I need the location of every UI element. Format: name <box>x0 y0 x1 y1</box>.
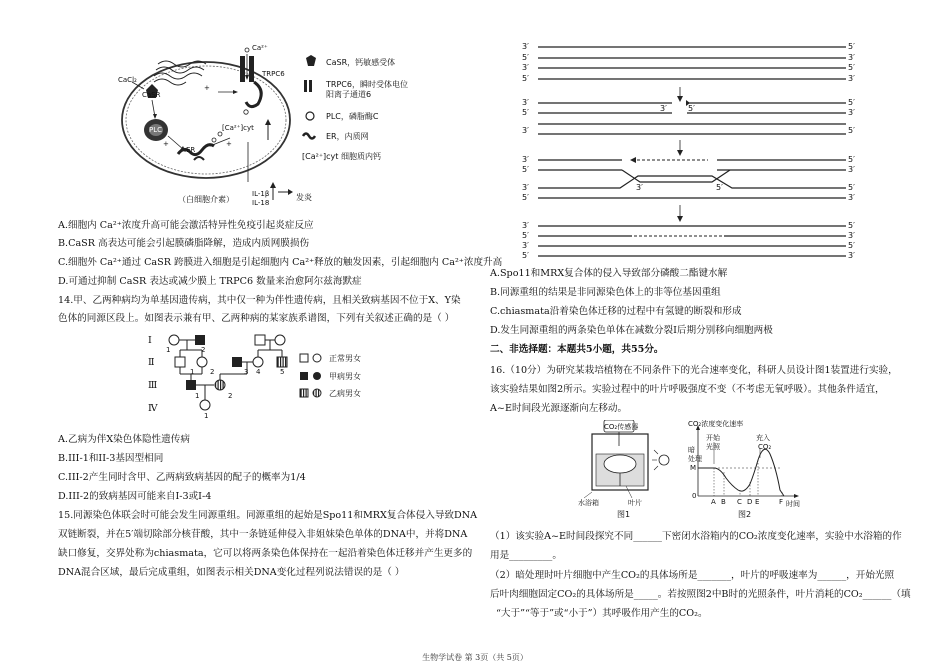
pedigree-ii-2 <box>197 357 207 367</box>
q14-option-d: D.III-2的致病基因可能来自I-3或I-4 <box>58 491 212 502</box>
section-heading-non-choice: 二、非选择题：本题共5小题，共55分。 <box>490 344 664 355</box>
dna-label-l-14: 3′ <box>522 241 529 250</box>
dna-label-l-11: 5′ <box>522 193 529 202</box>
pedigree-i-3 <box>255 335 265 345</box>
pedigree-i-1 <box>169 335 179 345</box>
dna-label-r-2: 3′ <box>848 53 855 62</box>
q16-sub2-line-3: “大于”“等于”或“小于”）其呼吸作用产生的CO₂。 <box>496 608 708 619</box>
cell-legend-item-4: PLC，磷脂酶C <box>326 112 379 121</box>
page-footer: 生物学试卷 第 3页（共 5页） <box>422 653 528 662</box>
q15-option-b: B.同源重组的结果是非同源染色体上的非等位基因重组 <box>490 287 721 298</box>
label-cacl2: CaCl₂ <box>118 76 137 84</box>
dna-label-l-1: 3′ <box>522 42 529 51</box>
pedigree-gen-iv: Ⅳ <box>148 403 158 414</box>
fig1-caption: 图1 <box>617 510 631 519</box>
dna-mid-label-3: 3′ <box>636 183 643 192</box>
q16-sub1-line-2: 用是_________。 <box>490 550 562 561</box>
fig1-label-leaf: 叶片 <box>628 499 642 507</box>
label-il18: IL-18 <box>252 199 270 207</box>
pedigree-chart <box>140 328 310 428</box>
dna-label-l-5: 3′ <box>522 98 529 107</box>
dna-label-r-4: 3′ <box>848 74 855 83</box>
dna-label-r-9: 3′ <box>848 165 855 174</box>
q14-stem-line-2: 色体的同源区段上。如图表示兼有甲、乙两种病的某家族系谱图，下列有关叙述正确的是（ ） <box>58 313 455 324</box>
dna-label-l-4: 5′ <box>522 74 529 83</box>
dna-label-r-10: 5′ <box>848 183 855 192</box>
dna-label-l-8: 3′ <box>522 155 529 164</box>
cell-legend-item-2: TRPC6，瞬时受体电位 <box>326 80 408 89</box>
er-icon <box>303 134 315 139</box>
fig1-label-sensor: CO₂传感器 <box>604 423 639 431</box>
dna-label-l-15: 5′ <box>522 251 529 260</box>
label-ca-cyt: [Ca²⁺]cyt <box>222 124 254 132</box>
trpc6-icon <box>304 80 307 92</box>
pedigree-num-ii-1: 1 <box>190 368 195 376</box>
dna-label-r-8: 5′ <box>848 155 855 164</box>
q16-stem-line-2: 该实验结果如图2所示。实验过程中的叶片呼吸强度不变（不考虑无氧呼吸）。其他条件适宜， <box>490 384 885 395</box>
fig1-label-tank: 水浴箱 <box>578 499 599 507</box>
pedigree-num-iv-1: 1 <box>204 412 209 420</box>
q16-figure-2-chart <box>684 420 804 510</box>
dna-label-r-15: 3′ <box>848 251 855 260</box>
fig2-ann-co2: CO₂ <box>758 443 772 451</box>
q15-stem-line-3: 缺口修复，交界处称为chiasmata，它可以将两条染色体保持在一起沿着染色体迁移并产生更多的 <box>58 548 473 559</box>
fig2-ylabel: CO₂浓度变化速率 <box>688 420 744 428</box>
plc-icon <box>306 112 314 120</box>
q14-stem-line-1: 14.甲、乙两种病均为单基因遗传病，其中仅一种为伴性遗传病，且相关致病基因不位于X、Y染 <box>58 295 461 306</box>
pedigree-num-ii-3: 3 <box>244 368 249 376</box>
q15-option-d: D.发生同源重组的两条染色单体在减数分裂I后期分别移向细胞两极 <box>490 325 773 336</box>
dna-label-r-14: 5′ <box>848 241 855 250</box>
dna-label-r-3: 5′ <box>848 63 855 72</box>
q14-option-b: B.III-1和II-3基因型相同 <box>58 453 164 464</box>
dna-label-r-7: 5′ <box>848 126 855 135</box>
dna-label-l-6: 5′ <box>522 108 529 117</box>
cell-signaling-figure <box>118 42 318 212</box>
label-er: ER <box>186 146 196 154</box>
pedigree-gen-i: Ⅰ <box>148 335 152 346</box>
fig2-caption: 图2 <box>738 510 752 519</box>
pedigree-iii-1 <box>186 380 196 390</box>
label-plc: PLC <box>149 126 163 134</box>
q13-option-a: A.细胞内 Ca²⁺浓度升高可能会激活特异性免疫引起炎症反应 <box>58 220 314 231</box>
pedigree-legend-disease-b: 乙病男女 <box>329 389 361 398</box>
cell-legend-item-5: ER，内质网 <box>326 132 369 141</box>
q16-sub2-line-2: 后叶肉细胞固定CO₂的具体场所是_____。若按照图2中B时的光照条件，叶片消耗的CO₂______（填 <box>490 589 911 600</box>
cell-legend-item-3: 阳离子通道6 <box>326 90 372 99</box>
cell-legend-item-1: CaSR，钙敏感受体 <box>326 58 396 67</box>
dna-label-l-12: 3′ <box>522 221 529 230</box>
pedigree-iv-1 <box>200 400 210 410</box>
pedigree-iii-2 <box>215 380 225 390</box>
q13-option-c: C.细胞外 Ca²⁺通过 CaSR 跨膜进入细胞是引起细胞内 Ca²⁺释放的触发因素，引起细胞内 Ca²⁺浓度升高 <box>58 257 503 268</box>
pedigree-legend-normal: 正常男女 <box>329 354 361 363</box>
q15-stem-line-1: 15.同源染色体联会时可能会发生同源重组。同源重组的起始是Spo11和MRX复合体侵入导致DNA <box>58 510 478 521</box>
q15-stem-line-4: DNA混合区域，最后完成重组，如图表示相关DNA变化过程列说法错误的是（ ） <box>58 567 405 578</box>
dna-label-l-3: 3′ <box>522 63 529 72</box>
dna-label-l-7: 3′ <box>522 126 529 135</box>
pedigree-ii-3 <box>232 357 242 367</box>
dna-mid-label-4: 5′ <box>716 183 723 192</box>
pedigree-ii-1 <box>175 357 185 367</box>
fig2-label-zero: 0 <box>692 492 697 500</box>
dna-label-l-9: 5′ <box>522 165 529 174</box>
dna-label-l-13: 5′ <box>522 231 529 240</box>
q16-stem-line-3: A~E时间段光源逐渐向左移动。 <box>490 403 628 414</box>
dna-label-r-6: 3′ <box>848 108 855 117</box>
pedigree-num-iii-1: 1 <box>195 392 200 400</box>
q14-option-a: A.乙病为伴X染色体隐性遗传病 <box>58 434 190 445</box>
pedigree-num-i-1: 1 <box>166 346 171 354</box>
fig2-tick-f: F <box>779 498 784 506</box>
pedigree-ii-4 <box>253 357 263 367</box>
pedigree-ii-5 <box>277 357 287 367</box>
fig2-ann-add: 充入 <box>756 434 770 442</box>
dna-label-l-2: 5′ <box>522 53 529 62</box>
pedigree-gen-iii: Ⅲ <box>148 380 158 391</box>
q13-option-d: D.可通过抑制 CaSR 表达或减少膜上 TRPC6 数量来治愈阿尔兹海默症 <box>58 276 362 287</box>
fig2-tick-e: E <box>755 498 760 506</box>
q15-option-a: A.Spo11和MRX复合体的侵入导致部分磷酸二酯键水解 <box>490 268 728 279</box>
fig2-curve <box>698 449 784 496</box>
fig2-tick-c: C <box>737 498 742 506</box>
pedigree-i-4 <box>275 335 285 345</box>
cell-legend-item-6: [Ca²⁺]cyt 细胞质内钙 <box>302 152 381 161</box>
fig2-tick-b: B <box>721 498 726 506</box>
label-casr: CaSR <box>142 91 161 99</box>
dna-mid-label-2: 5′ <box>688 104 695 113</box>
dna-label-l-10: 3′ <box>522 183 529 192</box>
dna-label-r-11: 3′ <box>848 193 855 202</box>
casr-icon <box>306 55 316 66</box>
pedigree-num-iii-2: 2 <box>228 392 233 400</box>
pedigree-gen-ii: Ⅱ <box>148 357 155 368</box>
dna-mid-label-1: 3′ <box>660 104 667 113</box>
label-inflammation: 发炎 <box>296 193 312 202</box>
cell-figure-caption: （白细胞介素） <box>178 195 234 204</box>
q16-sub2-line-1: （2）暗处理时叶片细胞中产生CO₂的具体场所是_______，叶片的呼吸速率为______，开始光照 <box>490 570 895 581</box>
dna-label-r-1: 5′ <box>848 42 855 51</box>
dna-label-r-12: 5′ <box>848 221 855 230</box>
fig2-tick-a: A <box>711 498 716 506</box>
label-ca-top: Ca²⁺ <box>252 44 268 52</box>
fig2-tick-d: D <box>747 498 753 506</box>
pedigree-num-ii-2: 2 <box>210 368 215 376</box>
fig2-ann-light: 光照 <box>706 443 720 451</box>
label-plus-2: + <box>163 140 169 148</box>
dna-label-r-5: 5′ <box>848 98 855 107</box>
q16-figure-1-apparatus <box>574 420 674 510</box>
pedigree-num-ii-5: 5 <box>280 368 285 376</box>
fig2-ann-dark: 暗 <box>688 446 695 454</box>
q16-sub1-line-1: （1）该实验A~E时间段探究不同______下密闭水浴箱内的CO₂浓度变化速率，实验中水浴箱的作 <box>490 531 902 542</box>
q14-option-c: C.III-2产生同时含甲、乙两病致病基因的配子的概率为1/4 <box>58 472 306 483</box>
q13-option-b: B.CaSR 高表达可能会引起膜磷脂降解，造成内质网膜损伤 <box>58 238 310 249</box>
label-plus-1: + <box>204 84 210 92</box>
fig2-ann-start: 开始 <box>706 434 720 442</box>
fig2-ann-treat: 处理 <box>688 455 702 463</box>
pedigree-i-2 <box>195 335 205 345</box>
q15-stem-line-2: 双链断裂，并在5′端切除部分核苷酸，其中一条链延伸侵入非姐妹染色单体的DNA中，并将DNA <box>58 529 468 540</box>
q16-stem-line-1: 16.（10分）为研究某栽培植物在不同条件下的光合速率变化，科研人员设计图1装置进行实验， <box>490 365 898 376</box>
pedigree-num-ii-4: 4 <box>256 368 261 376</box>
label-il1b: IL-1β <box>252 190 270 198</box>
label-plus-3: + <box>226 140 232 148</box>
label-trpc6: TRPC6 <box>262 70 285 78</box>
pedigree-num-i-2: 2 <box>201 346 206 354</box>
pedigree-legend-icons <box>298 352 328 402</box>
q15-option-c: C.chiasmata沿着染色体迁移的过程中有氢键的断裂和形成 <box>490 306 742 317</box>
fig2-xlabel: 时间 <box>786 500 800 508</box>
fig2-label-m: M <box>690 464 697 472</box>
dna-label-r-13: 3′ <box>848 231 855 240</box>
dna-recombination-figure <box>512 40 872 270</box>
pedigree-legend-disease-a: 甲病男女 <box>329 372 361 381</box>
